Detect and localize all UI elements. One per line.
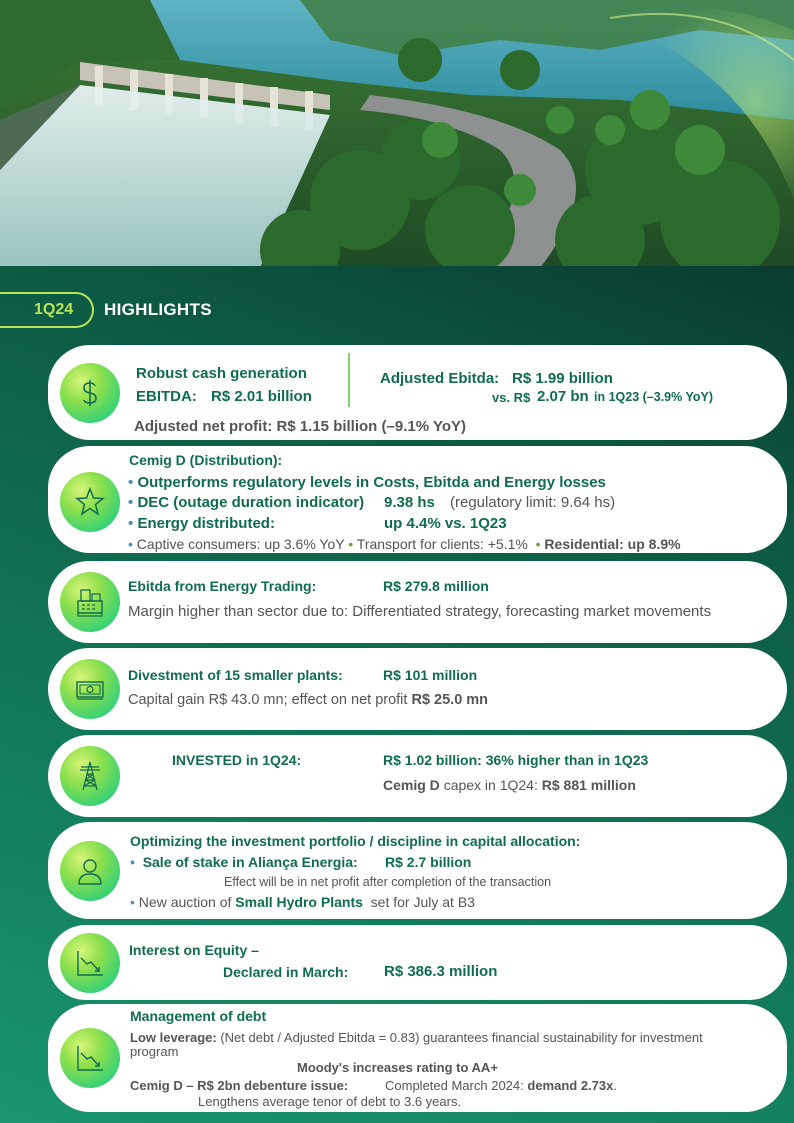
- person-icon: [60, 841, 120, 901]
- auction-prefix: New auction of: [138, 894, 232, 910]
- sale-label: Sale of stake in Aliança Energia:: [142, 854, 358, 870]
- adjusted-net-profit: Adjusted net profit: R$ 1.15 billion (–9.1% YoY): [134, 418, 466, 435]
- vs-suffix: in 1Q23 (–3.9% YoY): [594, 390, 714, 404]
- dollar-icon: [60, 363, 120, 423]
- leverage-row: [130, 1030, 703, 1045]
- adjusted-ebitda-value: R$ 1.99 billion: [512, 370, 613, 387]
- debenture-label: Cemig D – R$ 2bn debenture issue:: [130, 1078, 349, 1093]
- debenture-row: [385, 1078, 617, 1093]
- quarter-tag: 1Q24: [0, 292, 94, 328]
- declining-chart-icon: [60, 933, 120, 993]
- trading-label: Ebitda from Energy Trading:: [128, 578, 317, 594]
- adjusted-ebitda-label: Adjusted Ebitda:: [380, 370, 500, 387]
- tenor-note: Lengthens average tenor of debt to 3.6 years.: [198, 1094, 462, 1109]
- sale-value: R$ 2.7 billion: [385, 854, 472, 870]
- ebitda-label: EBITDA:: [136, 388, 197, 405]
- divestment-value: R$ 101 million: [383, 667, 478, 683]
- segments-row: • Captive consumers: up 3.6% YoY • Transport for clients: +5.1% • Residential: up 8.9%: [128, 536, 681, 552]
- capex-value: R$ 881 million: [541, 777, 636, 793]
- energy-row: • Energy distributed:: [128, 515, 275, 532]
- cash-register-icon: [60, 572, 120, 632]
- debt-title: Management of debt: [130, 1008, 267, 1024]
- invested-value: R$ 1.02 billion: 36% higher than in 1Q23: [383, 752, 649, 768]
- capex-text: capex in 1Q24:: [443, 777, 538, 793]
- star-icon: [60, 472, 120, 532]
- vs-value: 2.07 bn: [537, 388, 589, 405]
- dam-landscape-illustration: [0, 0, 794, 268]
- auction-suffix: set for July at B3: [370, 894, 475, 910]
- captive-consumers: Captive consumers: up 3.6% YoY: [136, 536, 345, 552]
- card-invested: [48, 735, 787, 817]
- card-cash-generation: [48, 345, 787, 440]
- divestment-net-effect: R$ 25.0 mn: [411, 692, 489, 708]
- dec-note: (regulatory limit: 9.64 hs): [450, 494, 616, 511]
- divestment-note: [128, 692, 488, 708]
- capex-label: Cemig D: [383, 777, 440, 793]
- residential: Residential: up 8.9%: [544, 536, 681, 552]
- auction-bold: Small Hydro Plants: [235, 894, 363, 910]
- card-distribution: [48, 446, 787, 553]
- auction-row: • New auction of Small Hydro Plants set for July at B3: [130, 894, 475, 910]
- energy-label: Energy distributed:: [137, 515, 275, 532]
- portfolio-title: Optimizing the investment portfolio / discipline in capital allocation:: [130, 833, 581, 849]
- trading-note: Margin higher than sector due to: Differentiated strategy, forecasting market movements: [128, 603, 712, 620]
- dec-label: DEC (outage duration indicator): [137, 494, 365, 511]
- dec-row: • DEC (outage duration indicator): [128, 494, 365, 511]
- divestment-note-text: Capital gain R$ 43.0 mn; effect on net profit: [128, 692, 408, 708]
- invested-label: INVESTED in 1Q24:: [172, 752, 302, 768]
- leverage-bold: Low leverage:: [130, 1030, 217, 1045]
- sale-effect: Effect will be in net profit after completion of the transaction: [224, 875, 552, 889]
- leverage-text: (Net debt / Adjusted Ebitda = 0.83) guarantees financial sustainability for investment: [220, 1030, 703, 1045]
- distribution-bullet-1: • Outperforms regulatory levels in Costs, Ebitda and Energy losses: [128, 474, 606, 491]
- section-title: HIGHLIGHTS: [104, 300, 212, 319]
- ebitda-value: R$ 2.01 billion: [211, 388, 312, 405]
- cash-title: Robust cash generation: [136, 365, 307, 382]
- card-energy-trading: [48, 561, 787, 643]
- declining-chart-icon: [60, 1028, 120, 1088]
- dec-value: 9.38 hs: [384, 494, 435, 511]
- divestment-label: Divestment of 15 smaller plants:: [128, 667, 343, 683]
- distribution-title: Cemig D (Distribution):: [129, 452, 283, 468]
- card-divestment: [48, 648, 787, 730]
- vs-prefix: vs. R$: [492, 390, 531, 405]
- debenture-text: Completed March 2024:: [385, 1078, 524, 1093]
- debenture-demand: demand 2.73x: [527, 1078, 614, 1093]
- interest-value: R$ 386.3 million: [384, 963, 498, 980]
- leverage-text-2: program: [130, 1044, 179, 1059]
- transmission-tower-icon: [60, 746, 120, 806]
- banknote-icon: [60, 659, 120, 719]
- outperforms-text: Outperforms regulatory levels in Costs, Ebitda and Energy losses: [137, 474, 606, 491]
- interest-title: Interest on Equity –: [129, 942, 259, 958]
- declared-label: Declared in March:: [223, 964, 349, 980]
- debenture-period: .: [613, 1078, 617, 1093]
- card-portfolio: [48, 822, 787, 919]
- sale-row: • Sale of stake in Aliança Energia:: [130, 854, 358, 870]
- cash-divider: [348, 353, 350, 407]
- card-debt-management: [48, 1004, 787, 1112]
- hydro-dam-photo: [0, 0, 794, 268]
- moodys-rating: Moody's increases rating to AA+: [297, 1060, 498, 1075]
- transport-clients: Transport for clients: +5.1%: [356, 536, 528, 552]
- capex-row: [383, 777, 636, 793]
- card-interest-on-equity: [48, 925, 787, 1000]
- energy-value: up 4.4% vs. 1Q23: [384, 515, 507, 532]
- trading-value: R$ 279.8 million: [383, 578, 489, 594]
